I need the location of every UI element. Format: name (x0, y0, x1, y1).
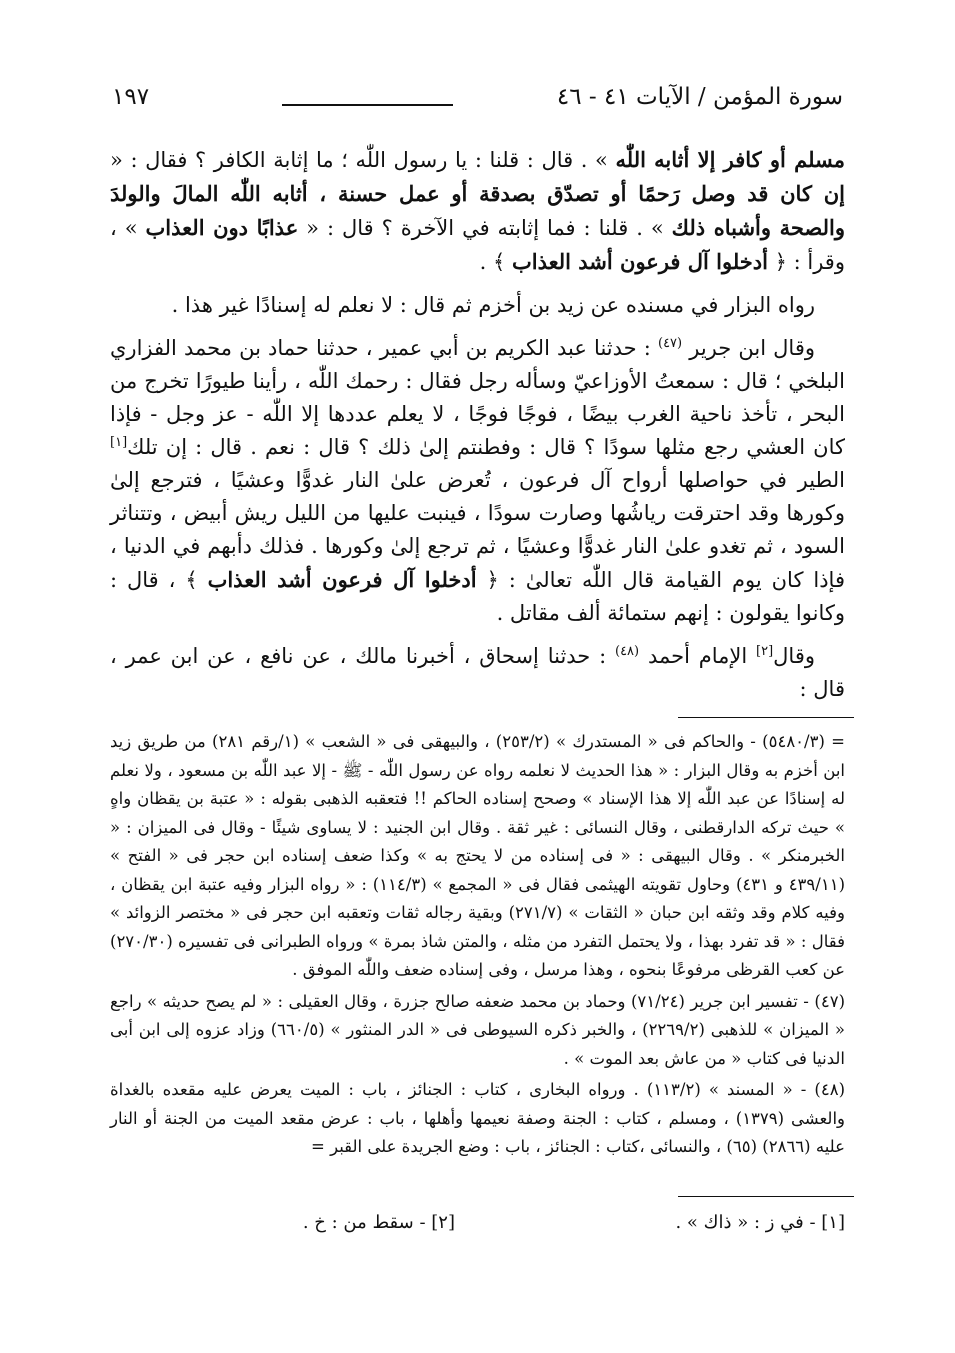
editor-notes (110, 1212, 845, 1242)
footnote-separator (678, 717, 854, 718)
narration-text: وقال (773, 644, 815, 668)
quran-verse: أدخلوا آل فرعون أشد العذاب (511, 249, 768, 274)
footnote-continued: = (٥٤٨٠/٣) - والحاكم فى « المستدرك » (٢٥٣/٢) ، والبيهقى فى « الشعب » (١/رقم ٢٨١) من طريق زيد ابن أخزم به وقال البزار : « هذا الحديث لا نعلمه رواه عن رسول اللّٰه - ﷺ - إلا عبد اللّٰه بن مسعود ، ولا نعلم له إسنادًا عن عبد اللّٰه إلا هذا الإسناد » وصحح إسناده الحاكم !! فتعقبه الذهبى بقوله : « عتبة بن يقظان واهٍ » حيث تركه الدارقطنى ، وقال النسائى : غير ثقة . وقال ابن الجنيد : لا يساوى شيئًا - وقال فى الميزان : « الخبرمنكر » . وقال البيهقى : « فى إسناده من لا يحتج به » وكذا ضعف إسناده ابن حجر فى « الفتح » (٤٣٩/١١ و ٤٣١) وحاول تقويته الهيثمى فقال فى « المجمع » (١١٤/٣) : « رواه البزار وفيه عتبة ابن يقظان ، وفيه كلام وقد وثقه ابن حبان « الثقات » (٢٧١/٧) وبقية رجاله ثقات وتعقبه ابن حجر فى « مختصر الزوائد » فقال : « قد تفرد بهذا ، ولا يحتمل التفرد من مثله ، والمتن شاذ بمرة » ورواه الطبرانى فى تفسيره (٢٧٠/٣٠) عن كعب القرظى مرفوعًا بنحوه ، وهذا مرسل ، وفى إسناده ضعف واللّٰه الموفق . (110, 732, 846, 979)
editor-note-ref-1[interactable]: [١] (110, 435, 128, 450)
main-text (110, 143, 845, 716)
editor-note-1: [١] - في ز : « ذاك » . (675, 1212, 845, 1233)
footnote-ref-48[interactable]: (٤٨) (615, 644, 640, 659)
narration-text: وقال ابن جرير (682, 336, 816, 360)
editor-notes-separator (678, 1196, 854, 1197)
page-header (112, 84, 843, 120)
paragraph-bazzar: رواه البزار في مسنده عن زيد بن أخزم ثم قال : لا نعلم له إسنادًا غير هذا . (171, 293, 815, 317)
narration-text: » . قلنا : فما إثابته في الآخرة ؟ قال : « (298, 216, 672, 240)
narration-text: ﴾ . (479, 250, 512, 274)
hadith-text: إن كان قد وصل رَحمًا أو تصدّق بصدقة أو عمل حسنة ، أثابه اللّٰه المالَ والولدَ والصحة وأشباه ذلك (110, 181, 845, 240)
page-number: ١٩٧ (112, 84, 150, 110)
paragraph-ahmad (110, 640, 845, 706)
paragraph-ibn-jarir (110, 332, 845, 630)
editor-note-ref-2[interactable]: [٢] (756, 644, 774, 659)
narration-text: : حدثنا عبد الكريم بن أبي عمير ، حدثنا حماد بن محمد الفزاري البلخي ؛ قال : سمعتُ الأوزاعيّ وسأله رجل فقال : رحمك اللّٰه ، رأينا طيورًا تخرج من البحر ، تأخذ ناحية الغرب بيضًا ، فوجًا فوجًا ، لا يعلم عددها إلا اللّٰه - عز وجل - فإذا كان العشي رجع مثلها سودًا ؟ قال : وفطنتم إلىٰ ذلك ؟ قال : نعم . قال : إن تلك (110, 336, 845, 459)
paragraph-hadith-continuation (110, 143, 845, 279)
hadith-text: عذابًا دون العذاب (145, 215, 299, 240)
narration-text: ﴾ ، قال : وكانوا يقولون : إنهم ستمائة ألف مقاتل . (110, 568, 845, 625)
footnote-ref-47[interactable]: (٤٧) (657, 336, 683, 351)
editor-note-2: [٢] - سقط من : خ . (302, 1212, 455, 1233)
header-rule (282, 104, 453, 106)
narration-text: الإمام أحمد (639, 644, 757, 668)
quran-verse: أدخلوا آل فرعون أشد العذاب (207, 567, 477, 592)
narration-text: » ، وقرأ : ﴿ (110, 216, 845, 274)
hadith-text: مسلم أو كافر إلا أثابه اللّٰه (615, 147, 845, 172)
footnote-47: (٤٧) - تفسير ابن جرير (٧١/٢٤) وحماد بن محمد ضعفه صالح جزرة ، وقال العقيلى : « لم يصح حديثه » راجع « الميزان » للذهبى (٢٢٦٩/٢) ، والخبر ذكره السيوطى فى « الدر المنثور » (٦٦٠/٥) وزاد عزوه إلى ابن أبى الدنيا فى كتاب « من عاش بعد الموت » . (110, 991, 845, 1068)
narration-text: » . قال : قلنا : يا رسول اللّٰه ؛ ما إثابة الكافر ؟ فقال : « (110, 148, 616, 172)
footnotes (110, 728, 845, 1165)
narration-text: : حدثنا إسحاق ، أخبرنا مالك ، عن نافع ، عن ابن عمر ، قال : (110, 644, 845, 701)
narration-text: الطير في حواصلها أرواح آل فرعون ، تُعرض علىٰ النار غدوًّا وعشيًا ، فترجع إلىٰ وكورها وقد احترقت رياشُها وصارت سودًا ، فينبت عليها من الليل ريش أبيض ، وتتناثر السود ، ثم تغدو علىٰ النار غدوًّا وعشيًا ، ثم ترجع إلىٰ وكورها . فذلك دأبهم في الدنيا ، فإذا كان يوم القيامة قال اللّٰه تعالىٰ : ﴿ (110, 468, 845, 592)
footnote-48: (٤٨) - « المسند » (١١٣/٢) . ورواه البخارى ، كتاب : الجنائز ، باب : الميت يعرض عليه مقعده بالغداة والعشى (١٣٧٩) ، ومسلم ، كتاب : الجنة وصفة نعيمها وأهلها ، باب : عرض مقعد الميت من الجنة أو النار عليه (٢٨٦٦) (٦٥) ، والنسائى ،كتاب : الجنائز ، باب : وضع الجريدة على القبر = (110, 1080, 845, 1156)
running-title: سورة المؤمن / الآيات ٤١ - ٤٦ (556, 84, 843, 110)
